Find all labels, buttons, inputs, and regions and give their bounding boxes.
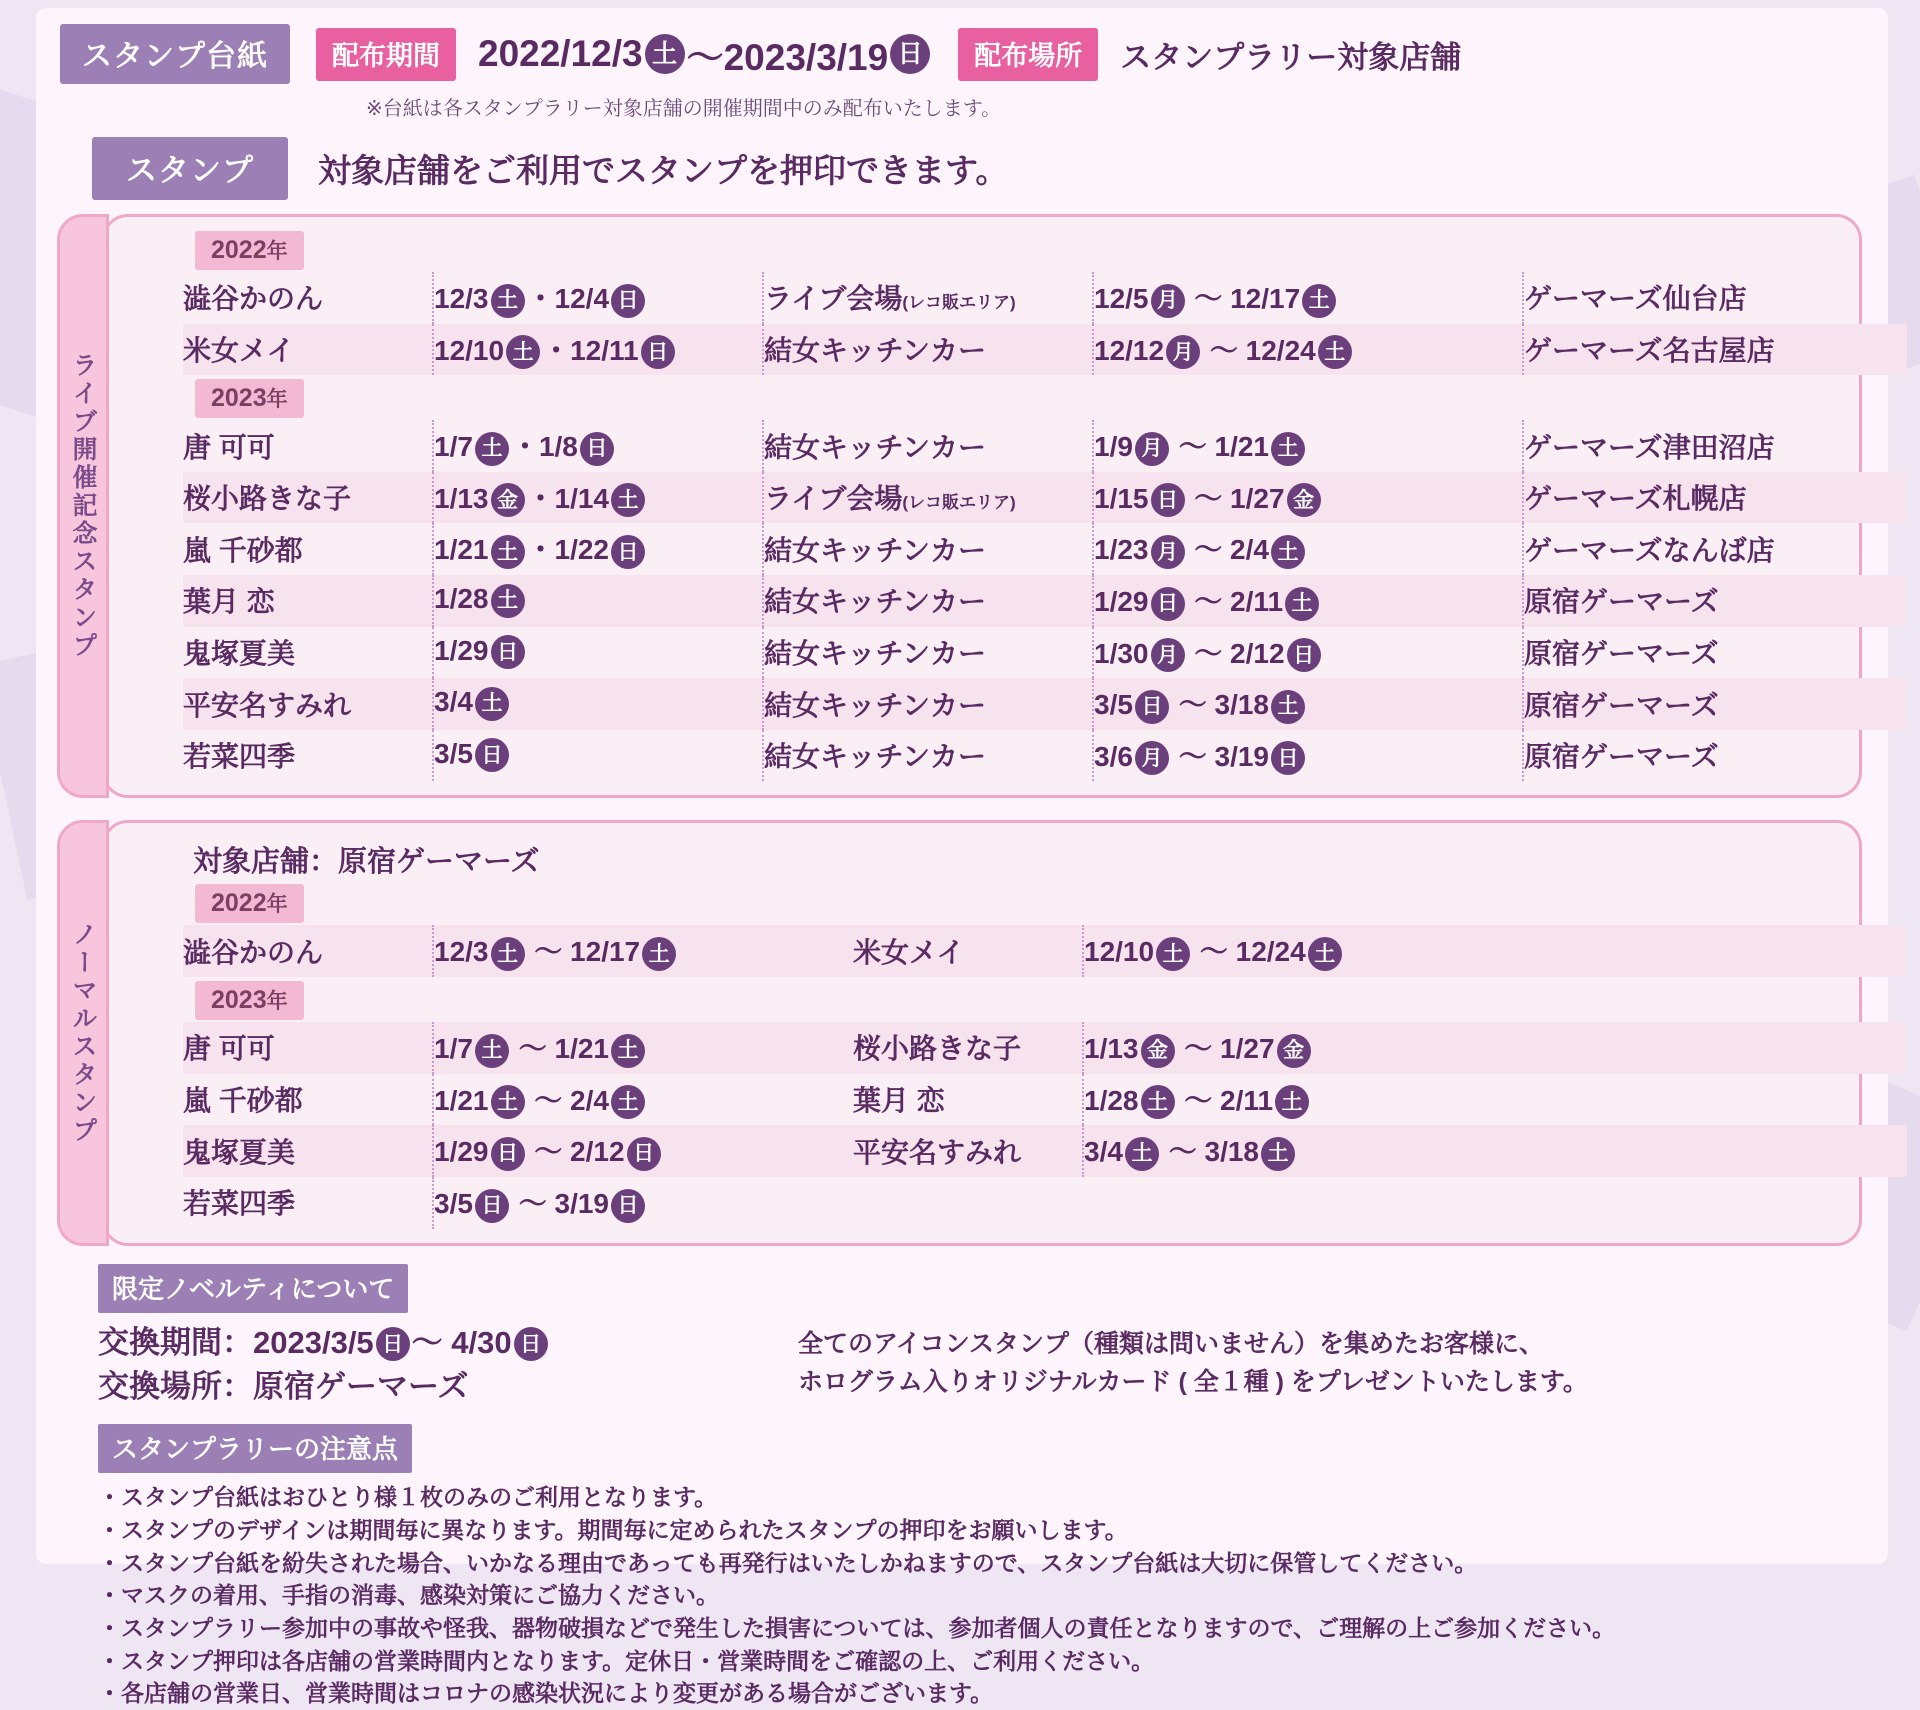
weekday-badge: 月 [1151, 284, 1185, 318]
member-name: 唐 可可 [183, 431, 275, 463]
weekday-badge: 土 [491, 937, 525, 971]
list-item: ・スタンプ台紙を紛失された場合、いかなる理由であっても再発行はいたしかねますので、スタンプ台紙は大切に保管してください。 [98, 1549, 1478, 1576]
weekday-badge: 日 [475, 738, 509, 772]
weekday-badge: 土 [1271, 690, 1305, 724]
weekday-badge: 土 [491, 1085, 525, 1119]
weekday-badge: 土 [475, 687, 509, 721]
weekday-badge: 土 [1271, 432, 1305, 466]
stamp-description: 対象店舗をご利用でスタンプを押印できます。 [318, 152, 1009, 189]
novelty-description [798, 1321, 1588, 1411]
year-chip-2022: 2022年 [195, 231, 304, 270]
list-item: ・各店舗の営業日、営業時間はコロナの感染状況により変更がある場合がございます。 [98, 1680, 994, 1707]
live-rows-2023 [183, 420, 1907, 781]
list-item: ・スタンプ台紙はおひとり様１枚のみのご利用となります。 [98, 1484, 718, 1511]
venue: 結女キッチンカー [763, 627, 1093, 679]
stamp-period: 12/12 月 〜 12/24 土 [1093, 324, 1523, 376]
shop-name: ゲーマーズ札幌店 [1523, 472, 1907, 524]
stamp-period: 3/6 月 〜 3/19 日 [1093, 730, 1523, 782]
table-row [183, 925, 1907, 977]
weekday-badge: 日 [514, 1327, 548, 1361]
distribution-place-tag: 配布場所 [958, 28, 1098, 81]
weekday-badge: 土 [491, 535, 525, 569]
weekday-badge: 金 [491, 483, 525, 517]
stamp-tag: スタンプ [92, 137, 288, 200]
stamp-period: 12/5 月 〜 12/17 土 [1093, 272, 1523, 324]
venue: 結女キッチンカー [763, 324, 1093, 376]
table-row [183, 575, 1907, 627]
weekday-badge: 日 [1271, 741, 1305, 775]
shop-name: 原宿ゲーマーズ [1523, 627, 1907, 679]
stamp-period: 12/3 土 〜 12/17 土 [433, 925, 853, 977]
table-row [183, 523, 1907, 575]
weekday-badge: 日 [1135, 690, 1169, 724]
live-stamp-side-label: ライブ開催記念スタンプ [57, 214, 109, 798]
weekday-badge: 土 [491, 584, 525, 618]
novelty-heading: 限定ノベルティについて [98, 1264, 408, 1313]
normal-target-shop: 対象店舗：原宿ゲーマーズ [193, 846, 540, 879]
cautions-list [98, 1481, 1888, 1710]
member-name: 澁谷かのん [183, 283, 324, 315]
member-name: 若菜四季 [183, 1188, 296, 1220]
distribution-note: ※台紙は各スタンプラリー対象店舗の開催期間中のみ配布いたします。 [366, 98, 1002, 120]
weekday-badge: 土 [1302, 284, 1336, 318]
member-name: 桜小路きな子 [853, 1022, 1083, 1074]
live-stamp-panel [69, 214, 1862, 798]
weekday-badge: 土 [475, 1034, 509, 1068]
weekday-badge: 土 [611, 483, 645, 517]
member-name: 若菜四季 [183, 741, 296, 773]
weekday-badge: 金 [1141, 1034, 1175, 1068]
live-rows-2022 [183, 272, 1907, 375]
weekday-badge: 金 [1277, 1034, 1311, 1068]
stamp-period: 1/13 金 〜 1/27 金 [1083, 1022, 1907, 1074]
weekday-badge: 土 [1318, 335, 1352, 369]
stamp-period: 1/30 月 〜 2/12 日 [1093, 627, 1523, 679]
weekday-badge: 月 [1151, 638, 1185, 672]
event-date: 3/4 土 [433, 678, 763, 730]
table-row [183, 678, 1907, 730]
weekday-badge: 土 [491, 284, 525, 318]
table-row [183, 272, 1907, 324]
table-row [183, 324, 1907, 376]
stamp-period: 1/29 日 〜 2/12 日 [433, 1125, 853, 1177]
event-date: 3/5 日 [433, 730, 763, 782]
weekday-badge: 土 [1285, 587, 1319, 621]
year-chip-2023: 2023年 [195, 379, 304, 418]
member-name: 桜小路きな子 [183, 472, 433, 524]
stamp-period: 1/28 土 〜 2/11 土 [1083, 1074, 1907, 1126]
stamp-period: 1/15 日 〜 1/27 金 [1093, 472, 1523, 524]
weekday-badge: 日 [641, 335, 675, 369]
member-name: 澁谷かのん [183, 925, 433, 977]
distribution-period-start: 2022/12/3 [478, 33, 643, 74]
weekday-badge: 月 [1135, 741, 1169, 775]
cautions-section [98, 1424, 1888, 1710]
weekday-badge: 日 [627, 1137, 661, 1171]
weekday-badge: 土 [475, 432, 509, 466]
venue: ライブ会場(レコ販エリア) [763, 272, 1093, 324]
cautions-heading: スタンプラリーの注意点 [98, 1424, 412, 1473]
venue: 結女キッチンカー [763, 523, 1093, 575]
distribution-period-value [478, 27, 932, 81]
weekday-badge: 土 [1141, 1085, 1175, 1119]
weekday-badge: 金 [1287, 483, 1321, 517]
event-date: 1/29 日 [433, 627, 763, 679]
weekday-badge: 土 [1156, 937, 1190, 971]
weekday-badge: 月 [1166, 335, 1200, 369]
member-name: 平安名すみれ [853, 1125, 1083, 1177]
shop-name: 原宿ゲーマーズ [1523, 678, 1907, 730]
list-item: ・スタンプ押印は各店舗の営業時間内となります。定休日・営業時間をご確認の上、ご利用ください。 [98, 1647, 1155, 1674]
list-item: ・スタンプラリー参加中の事故や怪我、器物破損などで発生した損害については、参加者個人の責任となりますので、ご理解の上ご参加ください。 [98, 1615, 1616, 1642]
shop-name: 原宿ゲーマーズ [1523, 730, 1907, 782]
header-stamp-row [36, 121, 1888, 200]
event-date: 1/28 土 [433, 575, 763, 627]
normal-stamp-panel [69, 820, 1862, 1245]
member-name: 米女メイ [183, 324, 433, 376]
year-chip-2022-normal: 2022年 [195, 884, 304, 923]
stamp-period: 1/21 土 〜 2/4 土 [433, 1074, 853, 1126]
table-row [183, 420, 1907, 472]
table-row [183, 627, 1907, 679]
weekday-badge: 土 [611, 1034, 645, 1068]
member-name: 嵐 千砂都 [183, 1085, 303, 1116]
novelty-desc-line1: 全てのアイコンスタンプ（種類は問いません）を集めたお客様に、 [798, 1329, 1545, 1358]
venue: 結女キッチンカー [763, 678, 1093, 730]
table-row [183, 1022, 1907, 1074]
novelty-exchange-place: 交換場所：原宿ゲーマーズ [98, 1369, 469, 1405]
stamp-period: 12/10 土 〜 12/24 土 [1083, 925, 1907, 977]
novelty-exchange-info [98, 1321, 798, 1411]
member-name: 嵐 千砂都 [183, 534, 303, 566]
weekday-badge: 日 [1151, 483, 1185, 517]
weekday-badge: 土 [611, 1085, 645, 1119]
stamp-period: 1/23 月 〜 2/4 土 [1093, 523, 1523, 575]
stamp-sheet-tag: スタンプ台紙 [60, 24, 290, 84]
member-name: 唐 可可 [183, 1022, 433, 1074]
stamp-period: 3/4 土 〜 3/18 土 [1083, 1125, 1907, 1177]
weekday-badge: 日 [1287, 638, 1321, 672]
weekday-badge: 土 [1261, 1137, 1295, 1171]
header-distribution-row [36, 8, 1888, 84]
event-date: 1/21 土 ・1/22 日 [433, 523, 763, 575]
table-row [183, 1125, 1907, 1177]
weekday-badge: 日 [491, 1137, 525, 1171]
event-date: 1/7 土 ・1/8 日 [433, 420, 763, 472]
weekday-badge: 日 [611, 284, 645, 318]
weekday-badge: 日 [580, 432, 614, 466]
event-date: 12/3 土 ・12/4 日 [433, 272, 763, 324]
stamp-period: 1/29 日 〜 2/11 土 [1093, 575, 1523, 627]
event-date: 1/13 金 ・1/14 土 [433, 472, 763, 524]
weekday-badge: 月 [1135, 432, 1169, 466]
member-name: 米女メイ [853, 925, 1083, 977]
stamp-period [1083, 1177, 1907, 1229]
normal-rows-2022 [183, 925, 1907, 977]
weekday-badge: 土 [645, 34, 685, 74]
distribution-place-value: スタンプラリー対象店舗 [1120, 39, 1462, 75]
shop-name: ゲーマーズ津田沼店 [1523, 420, 1907, 472]
normal-rows-2023 [183, 1022, 1907, 1228]
member-name: 平安名すみれ [183, 678, 433, 730]
novelty-section [98, 1264, 1888, 1411]
year-chip-2023-normal: 2023年 [195, 981, 304, 1020]
stamp-period: 1/7 土 〜 1/21 土 [433, 1022, 853, 1074]
list-item: ・マスクの着用、手指の消毒、感染対策にご協力ください。 [98, 1582, 719, 1609]
member-name: 葉月 恋 [183, 575, 433, 627]
novelty-exchange-period: 交換期間：2023/3/5 日 〜 4/30 日 [98, 1321, 798, 1366]
shop-name: ゲーマーズ名古屋店 [1523, 324, 1907, 376]
table-row [183, 472, 1907, 524]
weekday-badge: 土 [1308, 937, 1342, 971]
distribution-period-tag: 配布期間 [316, 28, 456, 81]
venue: ライブ会場(レコ販エリア) [763, 472, 1093, 524]
member-name: 葉月 恋 [853, 1085, 945, 1116]
weekday-badge: 日 [611, 535, 645, 569]
venue: 結女キッチンカー [763, 575, 1093, 627]
stamp-period: 1/9 月 〜 1/21 土 [1093, 420, 1523, 472]
member-name: 鬼塚夏美 [183, 637, 296, 669]
table-row [183, 1074, 1907, 1126]
normal-stamp-side-label: ノーマルスタンプ [57, 820, 109, 1245]
stamp-period: 3/5 日 〜 3/19 日 [433, 1177, 853, 1229]
weekday-badge: 土 [506, 335, 540, 369]
distribution-period-end: 〜2023/3/19 [686, 37, 889, 78]
weekday-badge: 日 [1151, 587, 1185, 621]
weekday-badge: 土 [1271, 535, 1305, 569]
table-row [183, 730, 1907, 782]
list-item: ・スタンプのデザインは期間毎に異なります。期間毎に定められたスタンプの押印をお願いします。 [98, 1517, 1128, 1544]
weekday-badge: 月 [1151, 535, 1185, 569]
weekday-badge: 日 [491, 635, 525, 669]
stamp-sheet [36, 8, 1888, 1707]
weekday-badge: 日 [611, 1189, 645, 1223]
weekday-badge: 日 [890, 34, 930, 74]
stamp-period: 3/5 日 〜 3/18 土 [1093, 678, 1523, 730]
event-date: 12/10 土 ・12/11 日 [433, 324, 763, 376]
weekday-badge: 土 [1275, 1085, 1309, 1119]
member-name: 鬼塚夏美 [183, 1125, 433, 1177]
novelty-desc-line2: ホログラム入りオリジナルカード ( 全１種 ) をプレゼントいたします。 [798, 1368, 1588, 1397]
weekday-badge: 土 [1125, 1137, 1159, 1171]
shop-name: 原宿ゲーマーズ [1523, 575, 1907, 627]
shop-name: ゲーマーズなんば店 [1523, 523, 1907, 575]
shop-name: ゲーマーズ仙台店 [1523, 272, 1907, 324]
venue: 結女キッチンカー [763, 420, 1093, 472]
weekday-badge: 土 [642, 937, 676, 971]
weekday-badge: 日 [376, 1327, 410, 1361]
venue: 結女キッチンカー [763, 730, 1093, 782]
table-row [183, 1177, 1907, 1229]
weekday-badge: 日 [475, 1189, 509, 1223]
member-name [853, 1177, 1083, 1229]
